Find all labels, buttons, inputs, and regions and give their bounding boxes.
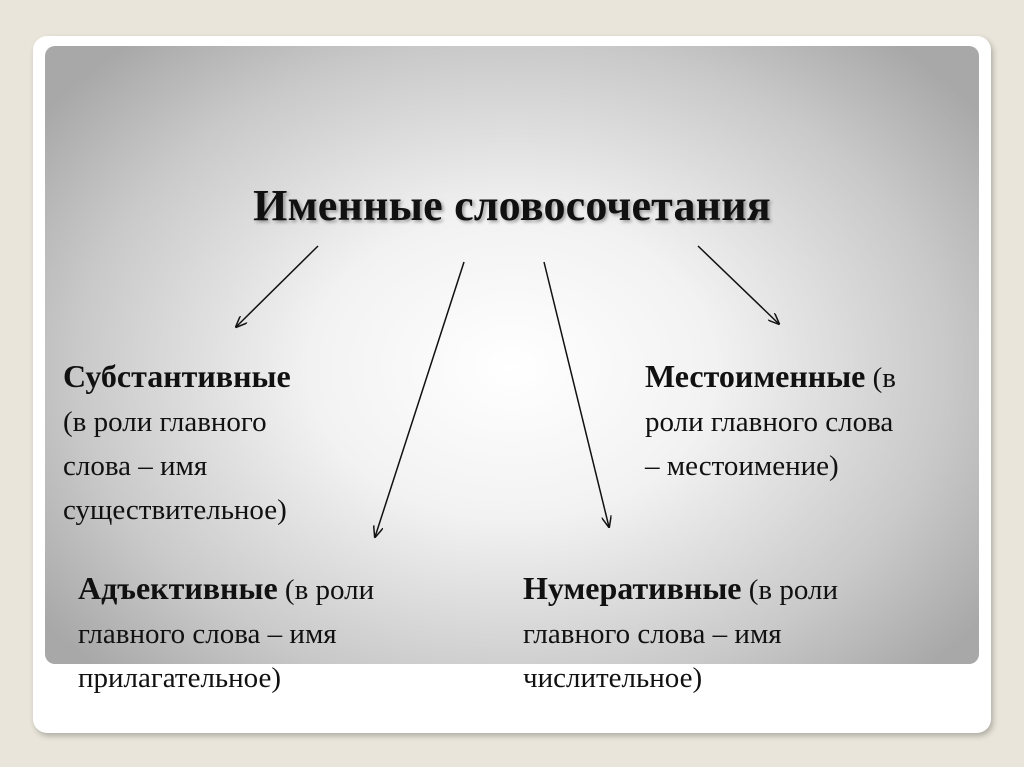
node-numeral-heading-tail: (в роли bbox=[741, 574, 838, 606]
node-numeral-line-1: главного слова – имя bbox=[523, 618, 782, 650]
node-substantive bbox=[63, 354, 383, 532]
node-adjectival-heading-tail: (в роли bbox=[277, 574, 375, 606]
node-substantive-heading: Субстантивные bbox=[63, 358, 291, 394]
node-numeral-heading: Нумеративные bbox=[523, 570, 742, 606]
node-adjectival-line-2: прилагательное) bbox=[78, 662, 282, 694]
node-pronominal-heading: Местоименные bbox=[645, 358, 866, 394]
node-substantive-line-3: существительное) bbox=[63, 494, 287, 526]
node-adjectival-line-1: главного слова – имя bbox=[78, 618, 337, 650]
node-adjectival bbox=[78, 566, 478, 700]
node-substantive-line-1: (в роли главного bbox=[63, 406, 267, 438]
node-pronominal-line-1: роли главного слова bbox=[645, 406, 894, 438]
node-adjectival-heading: Адъективные bbox=[78, 570, 278, 606]
diagram-title: Именные словосочетания bbox=[253, 181, 771, 230]
node-substantive-line-2: слова – имя bbox=[63, 450, 208, 482]
node-numeral bbox=[523, 566, 943, 700]
node-pronominal-heading-tail: (в bbox=[865, 362, 896, 394]
node-pronominal bbox=[645, 354, 975, 488]
node-pronominal-line-2: – местоимение) bbox=[645, 450, 839, 482]
node-numeral-line-2: числительное) bbox=[523, 662, 703, 694]
